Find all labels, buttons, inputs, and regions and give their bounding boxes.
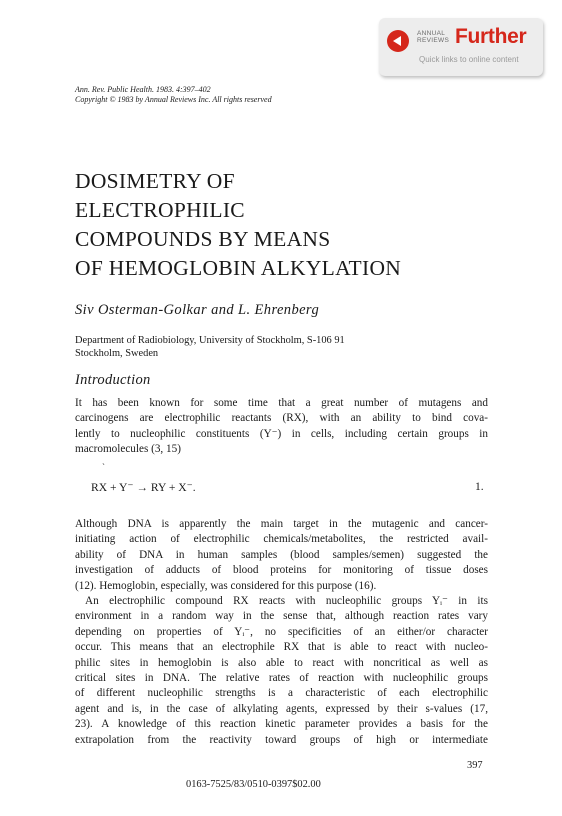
- text-line: carcinogens are electrophilic reactants (RX), with an ability to bind cova-: [75, 412, 488, 425]
- title-line: ELECTROPHILIC: [75, 198, 245, 222]
- title-line: OF HEMOGLOBIN ALKYLATION: [75, 256, 402, 280]
- text-line: investigation of adducts of blood proteins for monitoring of tissue doses: [75, 564, 488, 577]
- equation-number: 1.: [475, 480, 484, 493]
- journal-citation: Ann. Rev. Public Health. 1983. 4:397–402: [75, 85, 211, 94]
- section-heading-introduction: Introduction: [75, 372, 151, 388]
- title-line: COMPOUNDS BY MEANS: [75, 227, 331, 251]
- text-line: depending on properties of Yᵢ⁻, no specificities of an either/or character: [75, 625, 488, 638]
- text-line: extrapolation from the reactivity toward groups of high or intermediate: [75, 733, 488, 746]
- footer-code: 0163-7525/83/0510-0397$02.00: [186, 779, 321, 790]
- text-line: initiating action of electrophilic chemicals/metabolites, the restricted avail-: [75, 533, 488, 546]
- copyright-line: Copyright © 1983 by Annual Reviews Inc. All rights reserved: [75, 95, 272, 104]
- text-line: of different nucleophilic strengths is a characteristic of each electrophilic: [75, 687, 488, 700]
- text-line: An electrophilic compound RX reacts with nucleophilic groups Yᵢ⁻ in its: [85, 595, 488, 608]
- text-line: critical sites in DNA. The relative rates of reaction with nucleophilic groups: [75, 672, 488, 685]
- title-line: DOSIMETRY OF: [75, 169, 235, 193]
- annual-reviews-further-badge[interactable]: [379, 18, 543, 76]
- text-line: lently to nucleophilic constituents (Y⁻) in cells, including certain groups in: [75, 427, 488, 440]
- badge-publisher-label: ANNUAL REVIEWS: [417, 30, 450, 44]
- text-line: 23). A knowledge of this reaction kinetic parameter provides a basis for the: [75, 718, 488, 731]
- affiliation-line: Stockholm, Sweden: [75, 348, 159, 359]
- text-line: ability of DNA in human samples (blood samples/semen) suggested the: [75, 548, 488, 561]
- equation-1: RX + Y⁻ → RY + X⁻.: [91, 481, 196, 494]
- author-names: Siv Osterman-Golkar and L. Ehrenberg: [75, 302, 320, 318]
- affiliation: [75, 334, 495, 360]
- tick-mark: `: [102, 462, 105, 472]
- article-title: [75, 167, 515, 283]
- text-line: occur. This means that an electrophile RX that is able to react with nucleo-: [75, 641, 488, 654]
- badge-further-label: Further: [455, 25, 527, 48]
- affiliation-line: Department of Radiobiology, University of Stockholm, S-106 91: [75, 335, 345, 346]
- text-line: environment in a random way in the sense that, although reaction rates vary: [75, 610, 488, 623]
- text-line: (12). Hemoglobin, especially, was considered for this purpose (16).: [75, 579, 377, 592]
- page-number: 397: [467, 760, 483, 771]
- text-line: philic sites in hemoglobin is also able to react with noncritical as well as: [75, 656, 488, 669]
- text-line: It has been known for some time that a great number of mutagens and: [75, 397, 488, 409]
- text-line: Although DNA is apparently the main target in the mutagenic and cancer-: [75, 518, 488, 530]
- badge-subtitle: Quick links to online content: [419, 55, 519, 64]
- paragraph-body: [75, 517, 488, 748]
- text-line: agent and is, in the case of alkylating agents, expressed by their s-values (17,: [75, 702, 488, 715]
- text-line: macromolecules (3, 15): [75, 443, 181, 456]
- arrow-left-icon: [387, 30, 409, 52]
- paragraph-intro: [75, 396, 488, 458]
